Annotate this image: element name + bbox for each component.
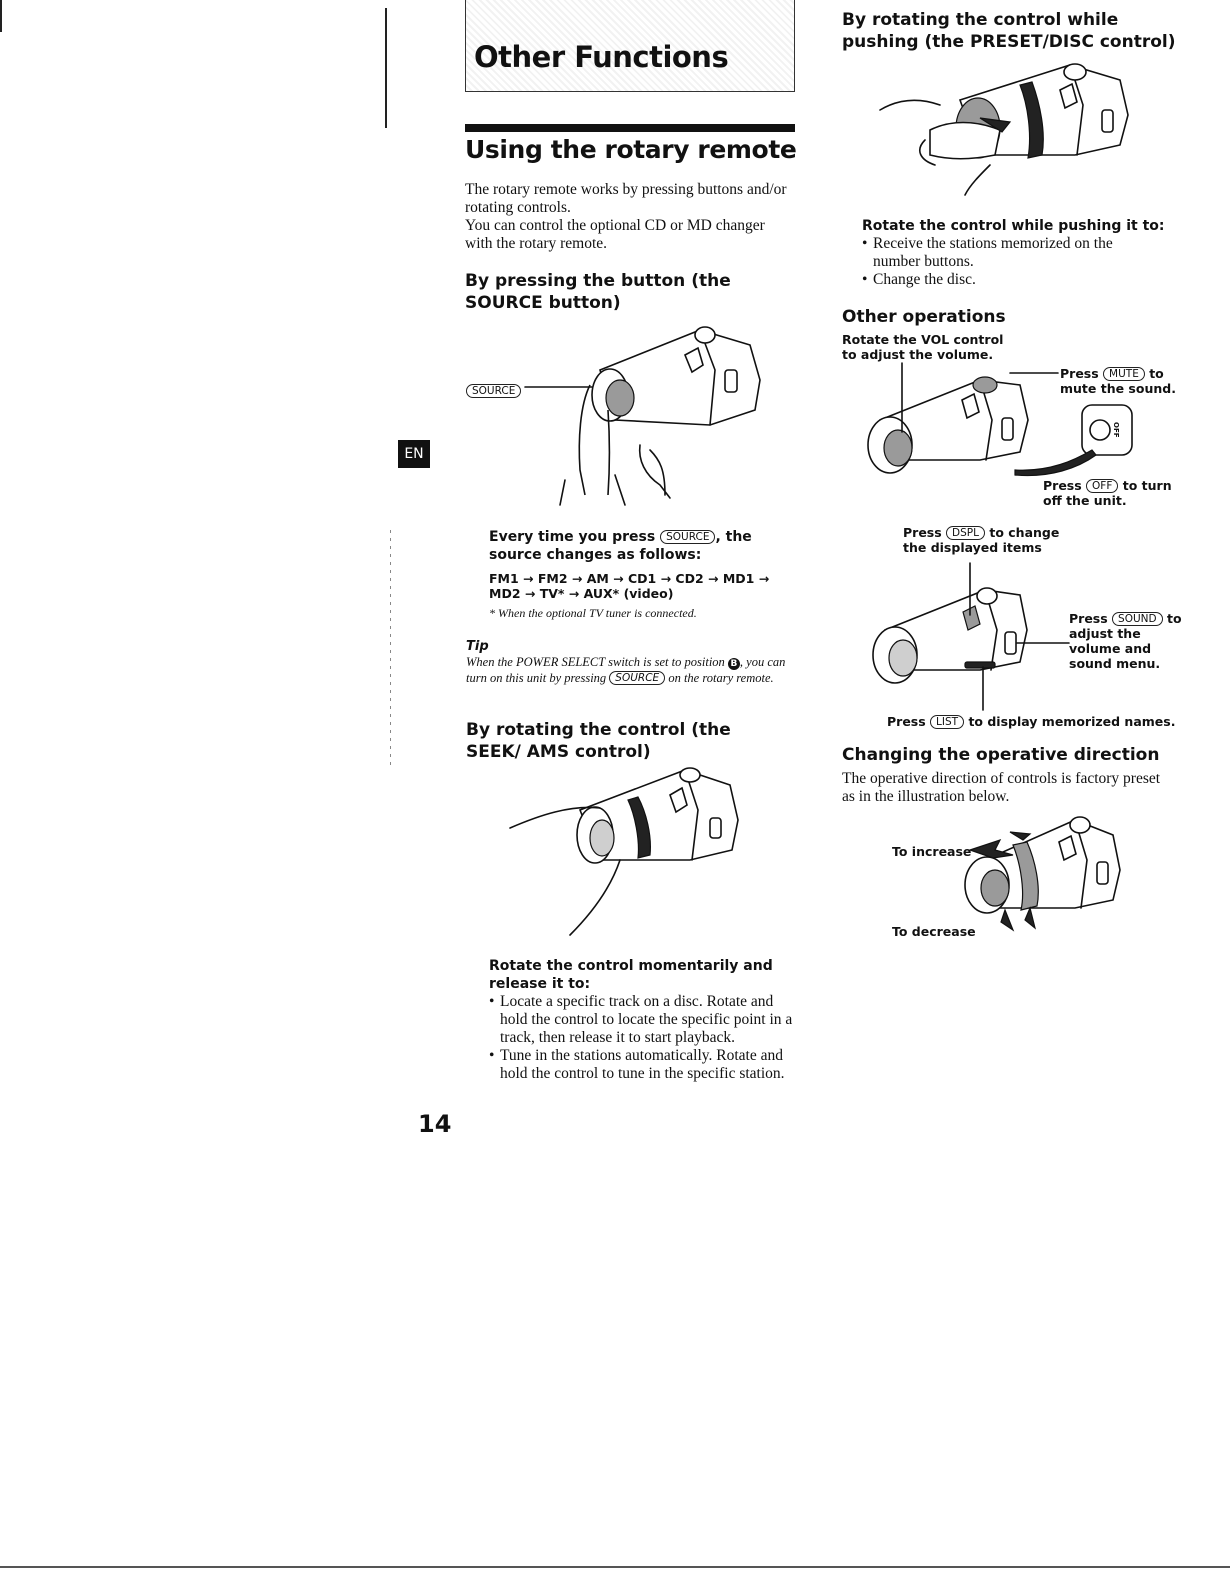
intro-paragraph-2: You can control the optional CD or MD changer with the rotary remote. bbox=[465, 217, 765, 252]
direction-illustration bbox=[955, 810, 1135, 940]
tip-text-after: on the rotary remote. bbox=[668, 671, 774, 685]
preset-bullet-2: • Change the disc. bbox=[862, 271, 1162, 289]
preset-section-heading: By rotating the control while pushing (the PRESET/DISC control) bbox=[842, 10, 1176, 52]
sound-label bbox=[1069, 611, 1184, 671]
direction-body: The operative direction of controls is factory preset as in the illustration below. bbox=[842, 770, 1161, 805]
vol-label: Rotate the VOL control to adjust the volume. bbox=[842, 332, 1004, 362]
source-lead-before: Every time you press bbox=[489, 529, 656, 545]
dspl-label-before: Press bbox=[903, 525, 942, 540]
source-lead-key: SOURCE bbox=[660, 530, 715, 544]
direction-heading: Changing the operative direction bbox=[842, 745, 1160, 765]
sound-key: SOUND bbox=[1112, 612, 1163, 626]
seek-bullet-2: • Tune in the stations automatically. Rotate and hold the control to tune in the specific station. bbox=[489, 1047, 799, 1083]
page-number: 14 bbox=[418, 1110, 452, 1138]
seek-bullet-1: • Locate a specific track on a disc. Rotate and hold the control to locate the specific point in a track, then release it to start playback. bbox=[489, 993, 799, 1047]
seek-section-heading: By rotating the control (the SEEK/ AMS control) bbox=[466, 720, 731, 762]
mute-key: MUTE bbox=[1103, 367, 1145, 381]
off-button-label: OFF bbox=[1112, 422, 1120, 438]
heading-rule bbox=[465, 124, 795, 132]
preset-bullet-1: • Receive the stations memorized on the number buttons. bbox=[862, 235, 1162, 271]
section-title: Other Functions bbox=[474, 40, 729, 74]
mute-label-before: Press bbox=[1060, 366, 1099, 381]
source-sequence-line-1: FM1 → FM2 → AM → CD1 → CD2 → MD1 → bbox=[489, 571, 770, 586]
bottom-edge-line bbox=[0, 1566, 1230, 1568]
dspl-label bbox=[903, 525, 1073, 555]
source-sequence-line-2: MD2 → TV* → AUX* (video) bbox=[489, 586, 674, 601]
section-header-box bbox=[465, 0, 795, 92]
intro-paragraph-1: The rotary remote works by pressing buttons and/or rotating controls. bbox=[465, 181, 787, 216]
list-key: LIST bbox=[930, 715, 964, 729]
source-lead-after: , the source changes as follows: bbox=[489, 529, 752, 563]
intro-text bbox=[465, 181, 790, 253]
tip-label: Tip bbox=[466, 639, 489, 654]
margin-vertical-line bbox=[385, 8, 387, 128]
tip-text-middle: , you can turn on this unit by pressing bbox=[466, 655, 786, 685]
source-button-illustration bbox=[460, 310, 800, 510]
dspl-sound-list-illustration bbox=[865, 560, 1075, 710]
off-label-before: Press bbox=[1043, 478, 1082, 493]
dspl-label-after: to change the displayed items bbox=[903, 525, 1060, 555]
source-section-heading: By pressing the button (the SOURCE button) bbox=[465, 271, 731, 313]
list-label-before: Press bbox=[887, 714, 926, 729]
source-lead bbox=[489, 528, 789, 564]
off-key: OFF bbox=[1086, 479, 1118, 493]
language-badge: EN bbox=[398, 440, 430, 468]
tip-source-key: SOURCE bbox=[609, 671, 665, 685]
margin-edge-line bbox=[0, 0, 2, 32]
other-ops-heading: Other operations bbox=[842, 307, 1006, 327]
source-footnote: * When the optional TV tuner is connected. bbox=[489, 606, 697, 620]
preset-bullets bbox=[862, 235, 1162, 289]
sound-label-after: to adjust the volume and sound menu. bbox=[1069, 611, 1182, 671]
tip-text-before: When the POWER SELECT switch is set to position bbox=[466, 655, 725, 669]
mute-label bbox=[1060, 366, 1180, 396]
tip-text bbox=[466, 654, 786, 686]
off-label-after: to turn off the unit. bbox=[1043, 478, 1172, 508]
source-sequence bbox=[489, 571, 799, 601]
position-b-icon: B bbox=[728, 658, 740, 670]
mute-label-after: to mute the sound. bbox=[1060, 366, 1176, 396]
sound-label-before: Press bbox=[1069, 611, 1108, 626]
list-label bbox=[887, 714, 1187, 729]
decrease-label: To decrease bbox=[892, 924, 976, 939]
increase-label: To increase bbox=[892, 844, 972, 859]
seek-lead: Rotate the control momentarily and release it to: bbox=[489, 958, 773, 992]
source-callout bbox=[466, 380, 521, 399]
seek-bullets bbox=[489, 993, 799, 1083]
seek-control-illustration bbox=[510, 760, 750, 940]
list-label-after: to display memorized names. bbox=[968, 714, 1176, 729]
dspl-key: DSPL bbox=[946, 526, 985, 540]
preset-lead: Rotate the control while pushing it to: bbox=[862, 218, 1165, 234]
source-key-callout: SOURCE bbox=[466, 384, 521, 398]
margin-dotted-line bbox=[390, 530, 391, 770]
off-label bbox=[1043, 478, 1183, 508]
page-heading: Using the rotary remote bbox=[465, 135, 797, 164]
preset-control-illustration bbox=[870, 60, 1140, 200]
